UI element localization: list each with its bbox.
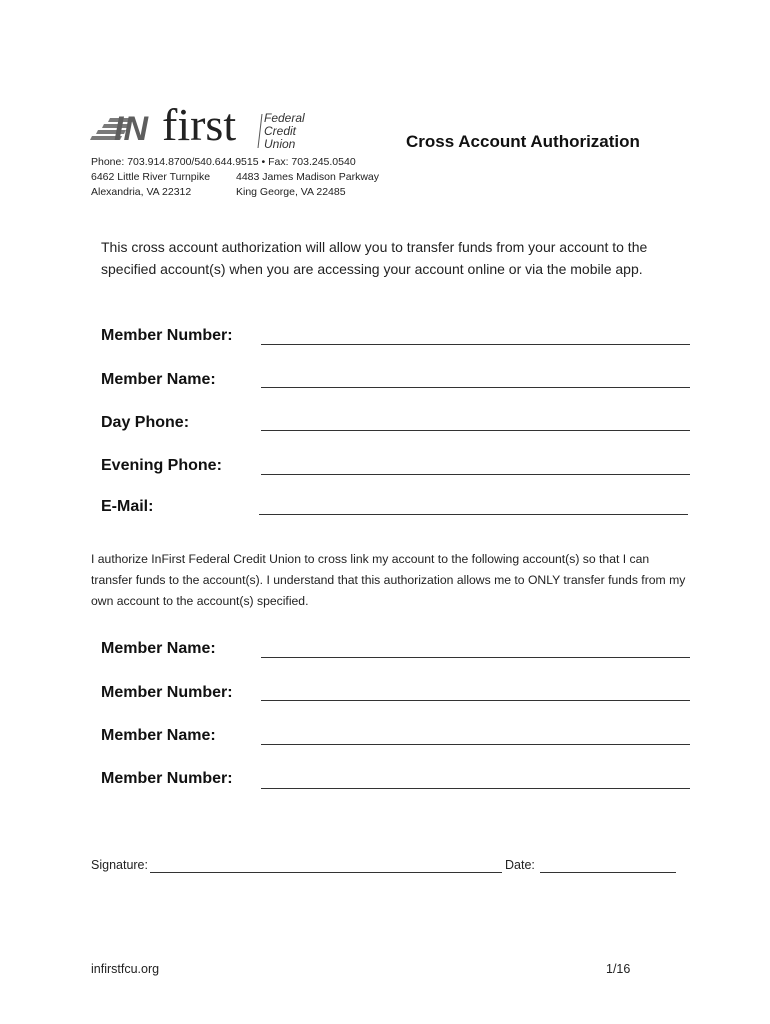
logo-subtext-line: Credit xyxy=(264,124,297,138)
address-street: 4483 James Madison Parkway xyxy=(236,171,379,183)
email-field[interactable] xyxy=(259,514,688,515)
member-number-field[interactable] xyxy=(261,344,690,345)
footer-website: infirstfcu.org xyxy=(91,962,160,976)
linked-member-number-field[interactable] xyxy=(261,788,690,789)
logo-subtext xyxy=(264,112,305,151)
authorization-paragraph: I authorize InFirst Federal Credit Union to cross link my account to the following account(s) so that I can transfer funds to the account(s). I understand that this authorization allows me to ONLY transfer funds from my own account to the account(s) specified. xyxy=(91,552,686,608)
day-phone-field[interactable] xyxy=(261,430,690,431)
linked-member-number-label: Member Number: xyxy=(101,684,233,701)
svg-text:IN: IN xyxy=(114,110,148,148)
linked-member-name-field[interactable] xyxy=(261,657,690,658)
linked-member-number-label: Member Number: xyxy=(101,770,233,787)
day-phone-label: Day Phone: xyxy=(101,414,190,431)
linked-member-name-field[interactable] xyxy=(261,744,690,745)
member-name-label: Member Name: xyxy=(101,371,216,388)
intro-paragraph: This cross account authorization will allow you to transfer funds from your account to the specified account(s) when you are accessing your account online or via the mobile app. xyxy=(101,239,648,277)
member-name-field[interactable] xyxy=(261,387,690,388)
signature-field[interactable] xyxy=(150,872,502,873)
page-number: 1/16 xyxy=(606,962,631,976)
linked-member-number-field[interactable] xyxy=(261,700,690,701)
logo-subtext-line: Federal xyxy=(264,111,305,125)
date-label: Date: xyxy=(505,858,535,872)
linked-member-name-label: Member Name: xyxy=(101,727,216,744)
email-label: E-Mail: xyxy=(101,498,154,515)
member-number-label: Member Number: xyxy=(101,327,233,344)
evening-phone-field[interactable] xyxy=(261,474,690,475)
svg-text:first: first xyxy=(162,99,237,148)
signature-label: Signature: xyxy=(91,858,148,872)
form-title: Cross Account Authorization xyxy=(406,132,640,151)
linked-member-name-label: Member Name: xyxy=(101,640,216,657)
phone-line: Phone: 703.914.8700/540.644.9515 • Fax: 703.245.0540 xyxy=(91,156,356,168)
address-city: Alexandria, VA 22312 xyxy=(91,186,192,198)
date-field[interactable] xyxy=(540,872,676,873)
evening-phone-label: Evening Phone: xyxy=(101,457,222,474)
logo-subtext-line: Union xyxy=(264,137,296,151)
address-street: 6462 Little River Turnpike xyxy=(91,171,211,183)
address-city: King George, VA 22485 xyxy=(236,186,346,198)
